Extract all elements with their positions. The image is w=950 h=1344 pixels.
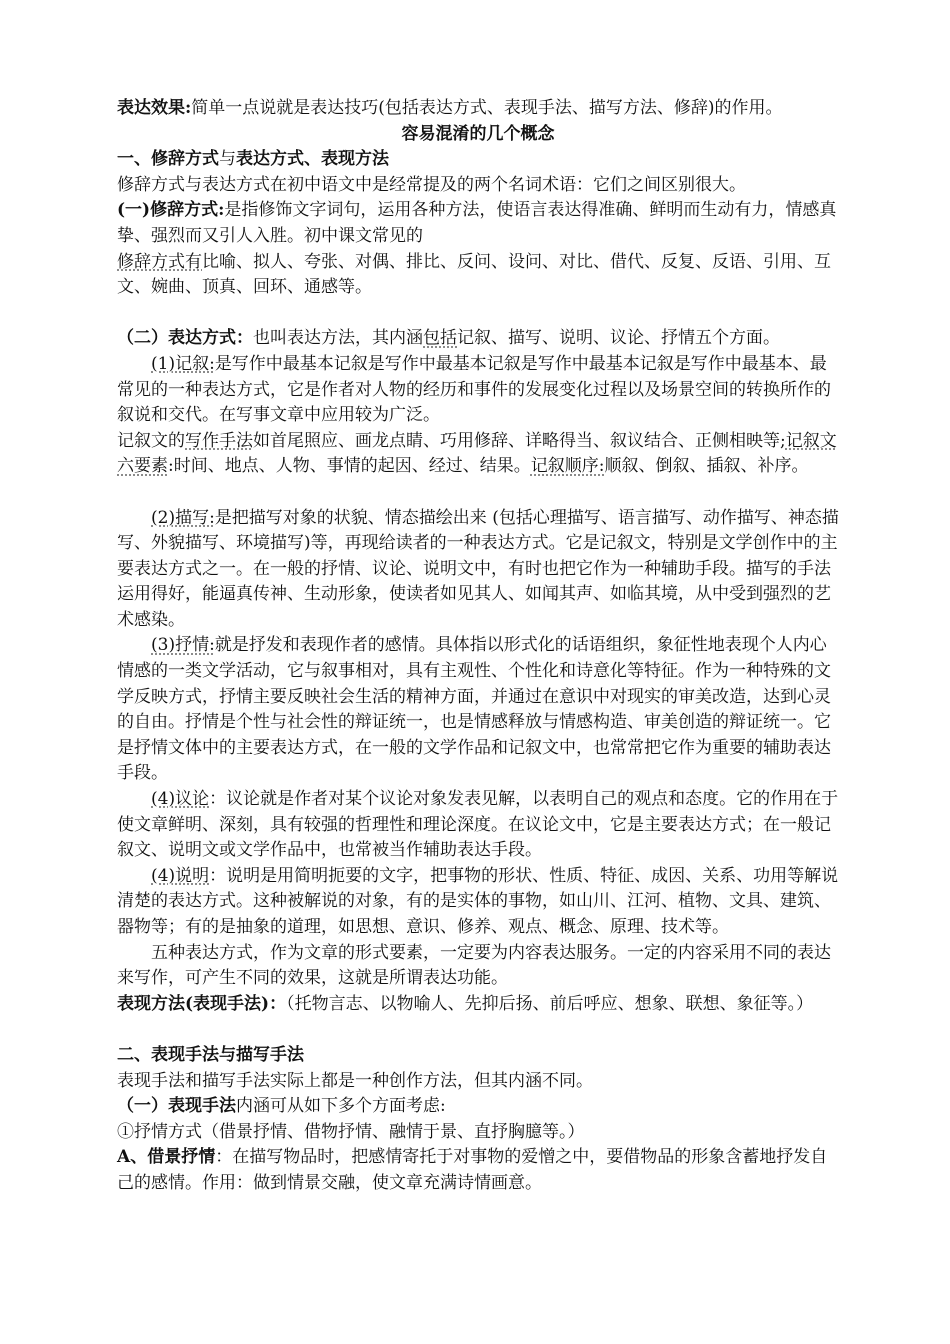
expression-paragraph: （二）表达方式：也叫表达方法，其内涵包括记叙、描写、说明、议论、抒情五个方面。 (117, 328, 780, 349)
spacer (117, 1017, 839, 1043)
explanation-paragraph: (4)说明：说明是用简明扼要的文字，把事物的形状、性质、特征、成因、关系、功用等解说清楚的表达方式。这种被解说的对象，有的是实体的事物，如山川、江河、植物、文具、建筑、器物等；有的是抽象的道理，如思想、意识、修养、观点、概念、原理、技术等。 (117, 865, 839, 937)
intro-text: 简单一点说就是表达技巧(包括表达方式、表现手法、描写方法、修辞)的作用。 (191, 98, 783, 118)
narrative-technique-paragraph: 记叙文的写作手法如首尾照应、画龙点睛、巧用修辞、详略得当、叙议结合、正侧相映等;记叙文六要素:时间、地点、人物、事情的起因、经过、结果。记叙顺序:顺叙、倒叙、插叙、补序。 (117, 430, 837, 477)
five-modes-paragraph: 五种表达方式，作为文章的形式要素，一定要为内容表达服务。一定的内容采用不同的表达来写作，可产生不同的效果，这就是所谓表达功能。 (117, 942, 831, 989)
rhetoric-paragraph: (一)修辞方式:是指修饰文字词句，运用各种方法，使语言表达得准确、鲜明而生动有力，情感真挚、强烈而又引人入胜。初中课文常见的 (117, 200, 837, 246)
intro-paragraph (117, 96, 839, 122)
section2-heading: 二、表现手法与描写手法 (117, 1044, 304, 1065)
narration-paragraph: (1)记叙:是写作中最基本记叙是写作中最基本记叙是写作中最基本记叙是写作中最基本、最常见的一种表达方式，它是作者对人物的经历和事件的发展变化过程以及场景空间的转换所作的叙说和交代。在写事文章中应用较为广泛。 (117, 353, 831, 426)
scene-lyric-paragraph: A、借景抒情：在描写物品时，把感情寄托于对事物的爱憎之中，要借物品的形象含蓄地抒发自己的感情。作用：做到情景交融，使文章充满诗情画意。 (117, 1147, 828, 1193)
argument-paragraph: (4)议论：议论就是作者对某个议论对象发表见解，以表明自己的观点和态度。它的作用在于使文章鲜明、深刻，具有较强的哲理性和理论深度。在议论文中，它是主要表达方式；在一般记叙文、说明文或文学作品中，也常被当作辅助表达手段。 (117, 789, 839, 861)
rhetoric-list-paragraph: 修辞方式有比喻、拟人、夸张、对偶、排比、反问、设问、对比、借代、反复、反语、引用、互文、婉曲、顶真、回环、通感等。 (117, 251, 831, 298)
technique-paragraph: 表现方法(表现手法)：（托物言志、以物喻人、先抑后扬、前后呼应、想象、联想、象征等。） (117, 993, 814, 1014)
description-paragraph: (2)描写:是把描写对象的状貌、情态描绘出来 (包括心理描写、语言描写、动作描写、神态描写、外貌描写、环境描写)等，再现给读者的一种表达方式。它是记叙文，特别是文学创作中的主要表达方式之一。在一般的抒情、议论、说明文中，有时也把它作为一种辅助手段。描写的手法运用得好，能逼真传神、生动形象，使读者如见其人、如闻其声、如临其境，从中受到强烈的艺术感染。 (117, 507, 839, 630)
section2-intro: 表现手法和描写手法实际上都是一种创作方法，但其内涵不同。 (117, 1070, 593, 1091)
list-item: ①抒情方式（借景抒情、借物抒情、融情于景、直抒胸臆等。） (117, 1121, 585, 1142)
rhetoric-label: (一)修辞方式: (117, 200, 225, 221)
section1-intro: 修辞方式与表达方式在初中语文中是经常提及的两个名词术语：它们之间区别很大。 (117, 174, 746, 195)
spacer (117, 480, 839, 506)
page-title: 容易混淆的几个概念 (401, 123, 555, 144)
spacer (117, 301, 839, 327)
section1-heading: 一、修辞方式与表达方式、表现方法 (117, 149, 389, 170)
document-page (117, 96, 839, 1197)
intro-label: 表达效果: (117, 98, 192, 118)
subsection-heading: （一）表现手法内涵可从如下多个方面考虑: (117, 1096, 446, 1117)
lyric-paragraph: (3)抒情:就是抒发和表现作者的感情。具体指以形式化的话语组织，象征性地表现个人内心情感的一类文学活动，它与叙事相对，具有主观性、个性化和诗意化等特征。作为一种特殊的文学反映方式，抒情主要反映社会生活的精神方面，并通过在意识中对现实的审美改造，达到心灵的自由。抒情是个性与社会性的辩证统一，也是情感释放与情感构造、审美创造的辩证统一。它是抒情文体中的主要表达方式，在一般的文学作品和记叙文中，也常常把它作为重要的辅助表达手段。 (117, 635, 831, 784)
